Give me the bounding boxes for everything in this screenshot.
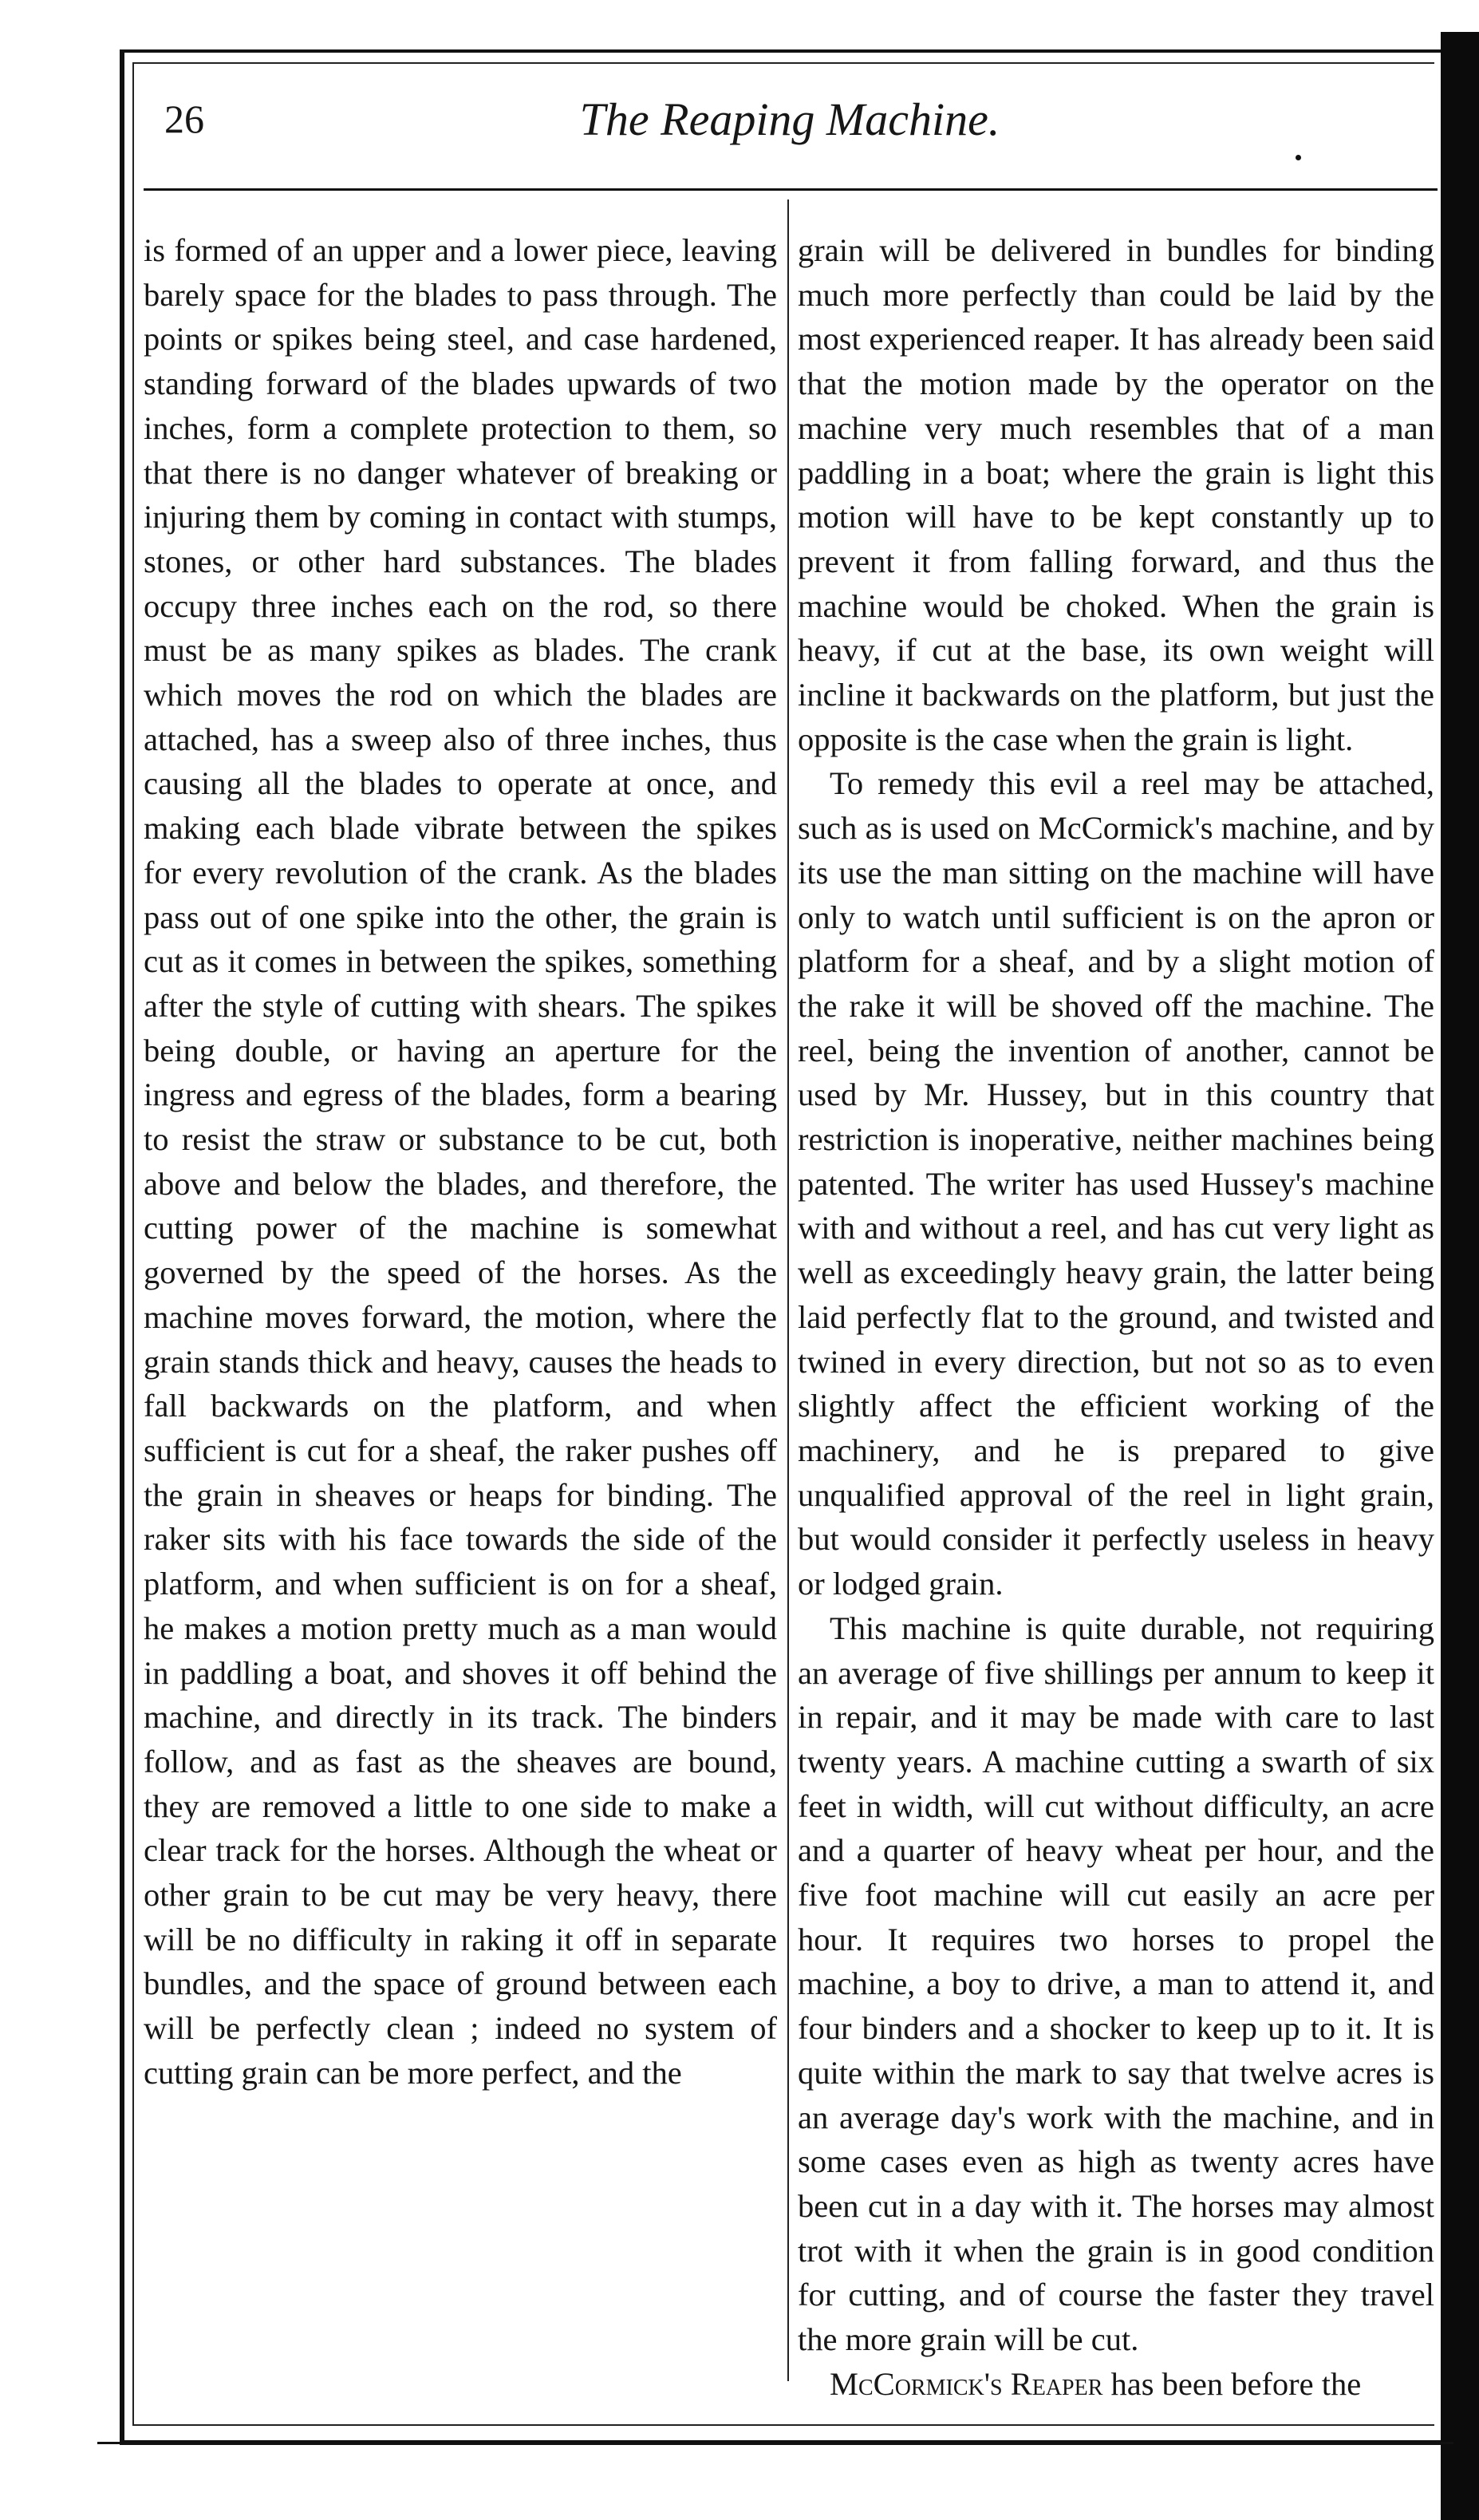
column-divider — [787, 199, 789, 2381]
header-rule — [144, 188, 1438, 191]
right-paragraph-2: To remedy this evil a reel may be attached, such as is used on McCormick's machine, and by its use the man sitting on the machine will have only to watch until sufficient is on the apron or platform for a sheaf, and by a slight motion of the rake it will be shoved off the machine. The reel, being the invention of another, cannot be used by Mr. Hussey, but in this country that restriction is inoperative, neither machines being patented. The writer has used Hussey's machine with and without a reel, and has cut very light as well as exceedingly heavy grain, the latter being laid perfectly flat to the ground, and twisted and twined in every direction, but not so as to even slightly affect the efficient working of the machinery, and he is prepared to give unqualified approval of the reel in light grain, but would consider it perfectly useless in heavy or lodged grain. — [798, 765, 1434, 1602]
right-paragraph-3: This machine is quite durable, not requiring an average of five shillings per annum to keep it in repair, and it may be made with care to last twenty years. A machine cutting a swarth of six feet in width, will cut without difficulty, an acre and a quarter of heavy wheat per hour, and the five foot machine will cut easily an acre per hour. It requires two horses to propel the machine, a boy to drive, a man to attend it, and four binders and a shocker to keep up to it. It is quite within the mark to say that twelve acres is an average day's work with the machine, and in some cases even as high as twenty acres have been cut in a day with it. The horses may almost trot with it when the grain is in good condition for cutting, and of course the faster they travel the more grain will be cut. — [798, 1610, 1434, 2358]
page-number: 26 — [164, 97, 204, 141]
right-paragraph-4 — [798, 2362, 1434, 2407]
left-column — [144, 228, 777, 2095]
page-header — [160, 89, 1420, 153]
bottom-rule — [97, 2442, 1453, 2444]
print-speck — [1296, 155, 1301, 160]
right-paragraph-4-text: has been before the — [1102, 2365, 1362, 2402]
mccormick-reaper-heading: McCormick's Reaper — [830, 2365, 1103, 2402]
running-title: The Reaping Machine. — [579, 93, 1000, 145]
right-column — [798, 228, 1434, 2406]
left-paragraph-1: is formed of an upper and a lower piece, leaving barely space for the blades to pass through. The points or spikes being steel, and case hardened, standing forward of the blades upwards of two inches, form a complete protection to them, so that there is no danger whatever of breaking or injuring them by coming in contact with stumps, stones, or other hard substances. The blades occupy three inches each on the rod, so there must be as many spikes as blades. The crank which moves the rod on which the blades are attached, has a sweep also of three inches, thus causing all the blades to operate at once, and making each blade vibrate between the spikes for every revolution of the crank. As the blades pass out of one spike into the other, the grain is cut as it comes in between the spikes, something after the style of cutting with shears. The spikes being double, or having an aperture for the ingress and egress of the blades, form a bearing to resist the straw or substance to be cut, both above and below the blades, and therefore, the cutting power of the machine is somewhat governed by the speed of the horses. As the machine moves forward, the motion, where the grain stands thick and heavy, causes the heads to fall backwards on the platform, and when sufficient is cut for a sheaf, the raker pushes off the grain in sheaves or heaps for binding. The raker sits with his face towards the side of the platform, and when sufficient is on for a sheaf, he makes a motion pretty much as a man would in paddling a boat, and shoves it off behind the machine, and directly in its track. The binders follow, and as fast as the sheaves are bound, they are removed a little to one side to make a clear track for the horses. Although the wheat or other grain to be cut may be very heavy, there will be no difficulty in raking it off in separate bundles, and the space of ground between each will be perfectly clean ; indeed no system of cutting grain can be more perfect, and the — [144, 232, 777, 2091]
right-paragraph-1: grain will be delivered in bundles for binding much more perfectly than could be laid by the most experienced reaper. It has already been said that the motion made by the operator on the machine very much resembles that of a man paddling in a boat; where the grain is light this motion will have to be kept constantly up to prevent it from falling forward, and thus the machine would be choked. When the grain is heavy, if cut at the base, its own weight will incline it backwards on the platform, but just the opposite is the case when the grain is light. — [798, 232, 1434, 757]
binding-edge-shadow — [1441, 32, 1479, 2520]
